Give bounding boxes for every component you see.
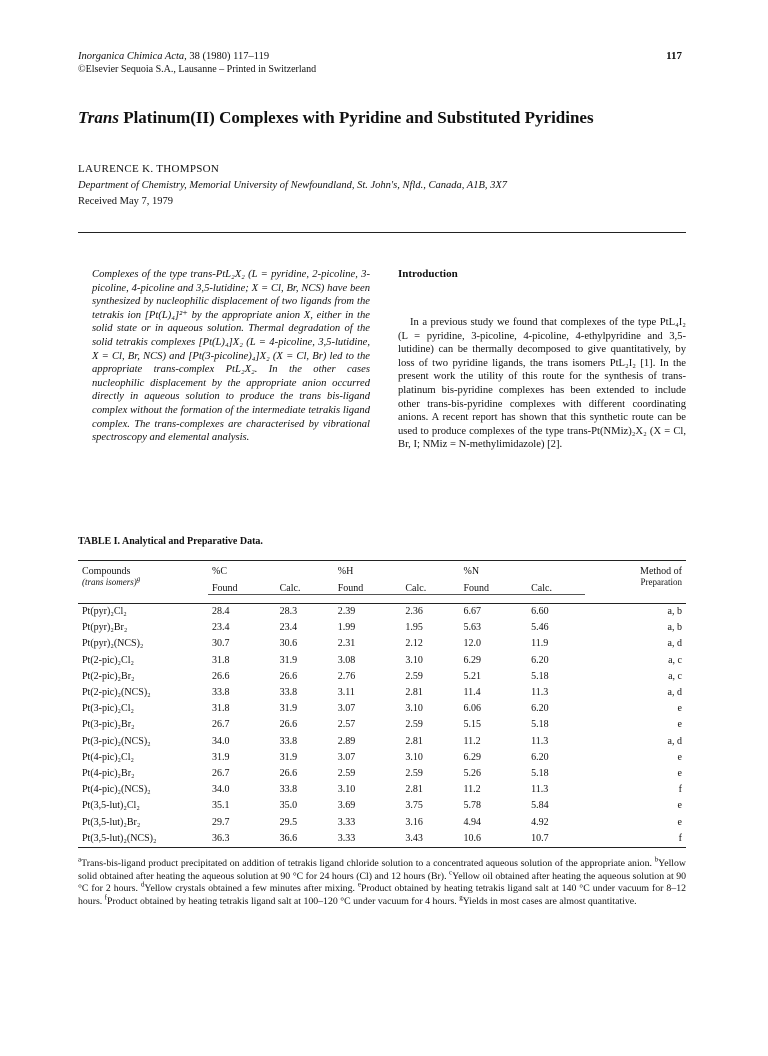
header-pn-calc: Calc. [527, 577, 585, 595]
cell-compound: Pt(3,5-lut)₂Br₂ [82, 816, 141, 828]
cell-n-calc: 6.60 [531, 606, 549, 617]
cell-h-found: 2.57 [337, 719, 356, 731]
table-header-row [78, 561, 686, 578]
cell-n-found: 11.2 [463, 735, 481, 747]
table-row [78, 685, 686, 701]
cell-c-calc: 31.9 [279, 654, 298, 666]
header-compounds-sub: (trans isomers)$^g$ [82, 575, 141, 587]
journal-name: Inorganica Chimica Acta, [78, 51, 187, 62]
cell-h-found: 2.76 [337, 670, 356, 682]
cell-h-calc: 3.43 [405, 832, 423, 844]
cell-n-calc: 11.3 [531, 687, 549, 699]
header-method: Method of [640, 566, 682, 577]
cell-method: e [677, 800, 682, 812]
cell-h-calc: 2.81 [405, 735, 423, 747]
cell-n-calc: 5.18 [531, 670, 549, 682]
table-row [78, 815, 686, 831]
cell-n-found: 5.78 [463, 800, 481, 812]
cell-compound: Pt(3,5-lut)₂(NCS)₂ [82, 832, 157, 844]
header-ph-found: Found [334, 577, 402, 595]
cell-c-found: 31.8 [212, 703, 230, 715]
cell-c-found: 26.6 [212, 670, 230, 682]
footnote-mark: a [78, 855, 82, 864]
header-pc: %C [212, 566, 227, 577]
header-divider [78, 232, 686, 233]
cell-h-found: 2.89 [337, 735, 356, 747]
cell-compound: Pt(4-pic)₂Cl₂ [82, 751, 134, 763]
header-pn: %N [463, 566, 480, 577]
cell-n-calc: 6.20 [531, 751, 549, 763]
cell-c-found: 30.7 [212, 638, 230, 650]
cell-n-found: 5.15 [463, 719, 481, 731]
cell-c-calc: 26.6 [279, 719, 298, 731]
cell-method: a, d [667, 687, 682, 699]
table-caption: TABLE I. Analytical and Preparative Data. [78, 536, 263, 547]
cell-n-calc: 10.7 [531, 832, 549, 844]
cell-h-calc: 2.36 [405, 606, 423, 617]
cell-c-calc: 29.5 [279, 816, 298, 828]
footnote-mark: e [357, 880, 362, 889]
cell-c-found: 31.9 [212, 751, 230, 763]
cell-n-found: 6.06 [463, 703, 481, 715]
table-row [78, 717, 686, 733]
cell-c-calc: 28.3 [279, 606, 298, 617]
cell-h-calc: 3.10 [405, 654, 423, 666]
table-row [78, 766, 686, 782]
footnote-text: Yellow solid obtained after heating the aqueous solution at 90 °C for 24 hours (Cl) and 12 hours (Br). [78, 858, 686, 882]
cell-h-found: 3.07 [337, 703, 356, 715]
table-row [78, 782, 686, 798]
cell-c-found: 23.4 [212, 622, 230, 634]
cell-c-calc: 36.6 [279, 832, 298, 844]
header-ph: %H [337, 566, 354, 577]
cell-c-found: 33.8 [212, 687, 230, 699]
cell-h-calc: 3.10 [405, 703, 423, 715]
cell-h-calc: 3.10 [405, 751, 423, 763]
cell-h-found: 2.39 [337, 606, 356, 617]
header-pc-found: Found [208, 577, 276, 595]
cell-c-calc: 33.8 [279, 735, 298, 747]
cell-method: e [677, 719, 682, 731]
introduction-body: In a previous study we found that complexes of the type PtL₄I₂ (L = pyridine, 3-picoline, 4-picoline, 4-ethylpyridine and 3,5-lutidine) can be thermally decomposed to give quantitatively, by loss of two pyridine ligands, the trans isomers PtL₂I₂ [1]. In the present work the utility of this route for the synthesis of trans-platinum bis-pyridine complexes has been extended to include other trans-bis-pyridine complexes with different coordinating anions. A recent report has shown that this synthetic route can be used to produce complexes of the type trans-Pt(NMiz)₂X₂ (X = Cl, Br, I; NMiz = N-methylimidazole) [2]. [398, 317, 686, 451]
cell-n-found: 6.29 [463, 751, 481, 763]
cell-c-calc: 33.8 [279, 784, 298, 796]
table-row [78, 798, 686, 814]
footnote-text: Product obtained by heating tetrakis ligand salt at 100–120 °C under vacuum for 4 hours. [107, 895, 460, 907]
table-row [78, 750, 686, 766]
cell-h-calc: 3.16 [405, 816, 423, 828]
cell-h-found: 1.99 [337, 622, 356, 634]
cell-c-found: 29.7 [212, 816, 230, 828]
cell-c-found: 26.7 [212, 719, 230, 731]
cell-method: e [677, 816, 682, 828]
cell-n-calc: 5.84 [531, 800, 549, 812]
cell-n-found: 10.6 [463, 832, 481, 844]
cell-n-calc: 5.46 [531, 622, 549, 634]
footnote-text: Product obtained by heating tetrakis ligand salt at 140 °C under vacuum for 8–12 hours. [78, 883, 686, 907]
footnote-mark: d [140, 880, 145, 889]
page-number: 117 [666, 50, 682, 62]
footnote-text: Trans-bis-ligand product precipitated on addition of tetrakis ligand chloride solution to a concentrated aqueous solution of the appropriate anion. [81, 858, 655, 869]
cell-n-found: 6.67 [463, 606, 481, 617]
cell-n-found: 6.29 [463, 654, 481, 666]
title-rest: Platinum(II) Complexes with Pyridine and Substituted Pyridines [118, 108, 594, 127]
cell-h-calc: 2.81 [405, 687, 423, 699]
cell-c-calc: 26.6 [279, 670, 298, 682]
cell-method: a, b [667, 622, 682, 634]
cell-n-found: 4.94 [463, 816, 481, 828]
cell-n-found: 11.2 [463, 784, 481, 796]
table-row [78, 620, 686, 636]
cell-method: a, b [667, 606, 682, 617]
affiliation: Department of Chemistry, Memorial University of Newfoundland, St. John's, Nfld., Canada, A1B, 3X7 [78, 180, 508, 191]
cell-h-found: 3.33 [337, 816, 356, 828]
cell-h-found: 3.11 [337, 687, 355, 699]
cell-n-calc: 11.3 [531, 735, 549, 747]
cell-c-calc: 31.9 [279, 703, 298, 715]
cell-c-found: 31.8 [212, 654, 230, 666]
cell-n-calc: 5.18 [531, 768, 549, 780]
cell-compound: Pt(pyr)₂Br₂ [82, 622, 128, 634]
cell-method: e [677, 768, 682, 780]
cell-method: f [678, 832, 682, 844]
volume-pages: 38 (1980) 117–119 [189, 51, 270, 62]
cell-h-calc: 3.75 [405, 800, 423, 812]
footnotes [78, 855, 686, 908]
author-name: LAURENCE K. THOMPSON [78, 163, 220, 175]
cell-c-found: 26.7 [212, 768, 230, 780]
cell-n-found: 5.21 [463, 670, 481, 682]
cell-n-calc: 5.18 [531, 719, 549, 731]
cell-method: a, d [667, 638, 682, 650]
cell-compound: Pt(3,5-lut)₂Cl₂ [82, 800, 140, 812]
cell-c-calc: 23.4 [279, 622, 298, 634]
footnote-mark: b [654, 855, 659, 864]
cell-h-calc: 2.59 [405, 768, 423, 780]
table-body [78, 604, 686, 848]
footnote-mark: f [104, 893, 108, 902]
table-row [78, 701, 686, 717]
cell-h-calc: 2.59 [405, 670, 423, 682]
abstract: Complexes of the type trans-PtL₂X₂ (L = pyridine, 2-picoline, 3-picoline, 4-picoline and 3,5-lutidine; X = Cl, Br, NCS) have been synthesized by nucleophilic displacement of two ligands from the tetrakis ion [Pt(L)₄]²⁺ by the appropriate anion X, either in the solid state or in aqueous solution. Thermal degradation of the solid tetrakis complexes [Pt(L)₄]X₂ (L = 4-picoline, 3,5-lutidine, X = Cl, Br, NCS) and [Pt(3-picoline)₄]X₂ (X = Cl, Br) led to the appropriate trans-complex PtL₂X₂. In the other cases nucleophilic displacement by the appropriate anion occurred directly in aqueous solution to produce the trans bis-ligand complex without the formation of the intermediate tetrakis ligand complex. The trans-complexes are characterised by vibrational spectroscopy and elemental analysis. [92, 269, 370, 444]
table-row [78, 604, 686, 621]
cell-compound: Pt(pyr)₂Cl₂ [82, 606, 127, 617]
cell-method: a, c [668, 670, 682, 682]
title-italic: Trans [78, 108, 119, 127]
cell-n-calc: 11.9 [531, 638, 549, 650]
header-pc-calc: Calc. [276, 577, 334, 595]
table-row [78, 669, 686, 685]
footnote-text: Yields in most cases are almost quantitative. [462, 895, 637, 907]
cell-compound: Pt(3-pic)₂Cl₂ [82, 703, 134, 715]
header-compounds: Compounds [82, 566, 131, 577]
cell-h-found: 3.33 [337, 832, 356, 844]
received-date: Received May 7, 1979 [78, 196, 174, 207]
article-title [78, 108, 594, 128]
cell-h-found: 3.10 [337, 784, 356, 796]
cell-method: e [677, 751, 682, 763]
cell-compound: Pt(2-pic)₂(NCS)₂ [82, 687, 151, 699]
cell-compound: Pt(3-pic)₂Br₂ [82, 719, 135, 731]
cell-h-found: 2.31 [337, 638, 356, 650]
cell-c-calc: 30.6 [279, 638, 298, 650]
cell-compound: Pt(2-pic)₂Br₂ [82, 670, 135, 682]
cell-c-calc: 33.8 [279, 687, 298, 699]
footnote-mark: c [449, 868, 453, 877]
cell-c-found: 34.0 [212, 784, 230, 796]
cell-n-found: 5.26 [463, 768, 481, 780]
cell-h-calc: 2.81 [405, 784, 423, 796]
cell-h-found: 3.07 [337, 751, 356, 763]
cell-n-found: 12.0 [463, 638, 481, 650]
introduction-heading: Introduction [398, 268, 458, 280]
cell-compound: Pt(4-pic)₂Br₂ [82, 768, 135, 780]
cell-n-found: 5.63 [463, 622, 481, 634]
cell-method: e [677, 703, 682, 715]
cell-method: a, d [667, 735, 682, 747]
cell-h-calc: 1.95 [405, 622, 423, 634]
cell-n-calc: 4.92 [531, 816, 549, 828]
cell-c-found: 36.3 [212, 832, 230, 844]
cell-n-calc: 6.20 [531, 654, 549, 666]
cell-compound: Pt(4-pic)₂(NCS)₂ [82, 784, 151, 796]
header-ph-calc: Calc. [401, 577, 459, 595]
table-row [78, 636, 686, 652]
footnote-text: Yellow oil obtained after heating the aqueous solution at 90 °C for 2 hours. [78, 870, 686, 895]
footnote-text: Yellow crystals obtained a few minutes after mixing. [144, 883, 358, 895]
cell-c-found: 34.0 [212, 735, 230, 747]
cell-h-calc: 2.12 [405, 638, 423, 650]
table-row [78, 734, 686, 750]
table-row [78, 831, 686, 848]
cell-h-found: 3.69 [337, 800, 356, 812]
footnote-mark: g [459, 893, 463, 902]
cell-h-found: 3.08 [337, 654, 356, 666]
cell-c-calc: 35.0 [279, 800, 298, 812]
cell-n-found: 11.4 [463, 687, 481, 699]
cell-compound: Pt(3-pic)₂(NCS)₂ [82, 735, 151, 747]
cell-method: f [678, 784, 682, 796]
cell-h-calc: 2.59 [405, 719, 423, 731]
cell-method: a, c [668, 654, 682, 666]
cell-c-calc: 31.9 [279, 751, 298, 763]
cell-c-found: 28.4 [212, 606, 230, 617]
cell-compound: Pt(pyr)₂(NCS)₂ [82, 638, 144, 650]
cell-c-found: 35.1 [212, 800, 230, 812]
header-method2: Preparation [640, 577, 682, 587]
cell-c-calc: 26.6 [279, 768, 298, 780]
analytical-data-table [78, 560, 686, 848]
header-pn-found: Found [460, 577, 528, 595]
cell-h-found: 2.59 [337, 768, 356, 780]
cell-compound: Pt(2-pic)₂Cl₂ [82, 654, 134, 666]
cell-n-calc: 11.3 [531, 784, 549, 796]
table-row [78, 653, 686, 669]
cell-n-calc: 6.20 [531, 703, 549, 715]
running-header [78, 50, 316, 76]
publisher-line: ©Elsevier Sequoia S.A., Lausanne – Printed in Switzerland [78, 64, 317, 75]
table-subheader-row [78, 577, 686, 595]
